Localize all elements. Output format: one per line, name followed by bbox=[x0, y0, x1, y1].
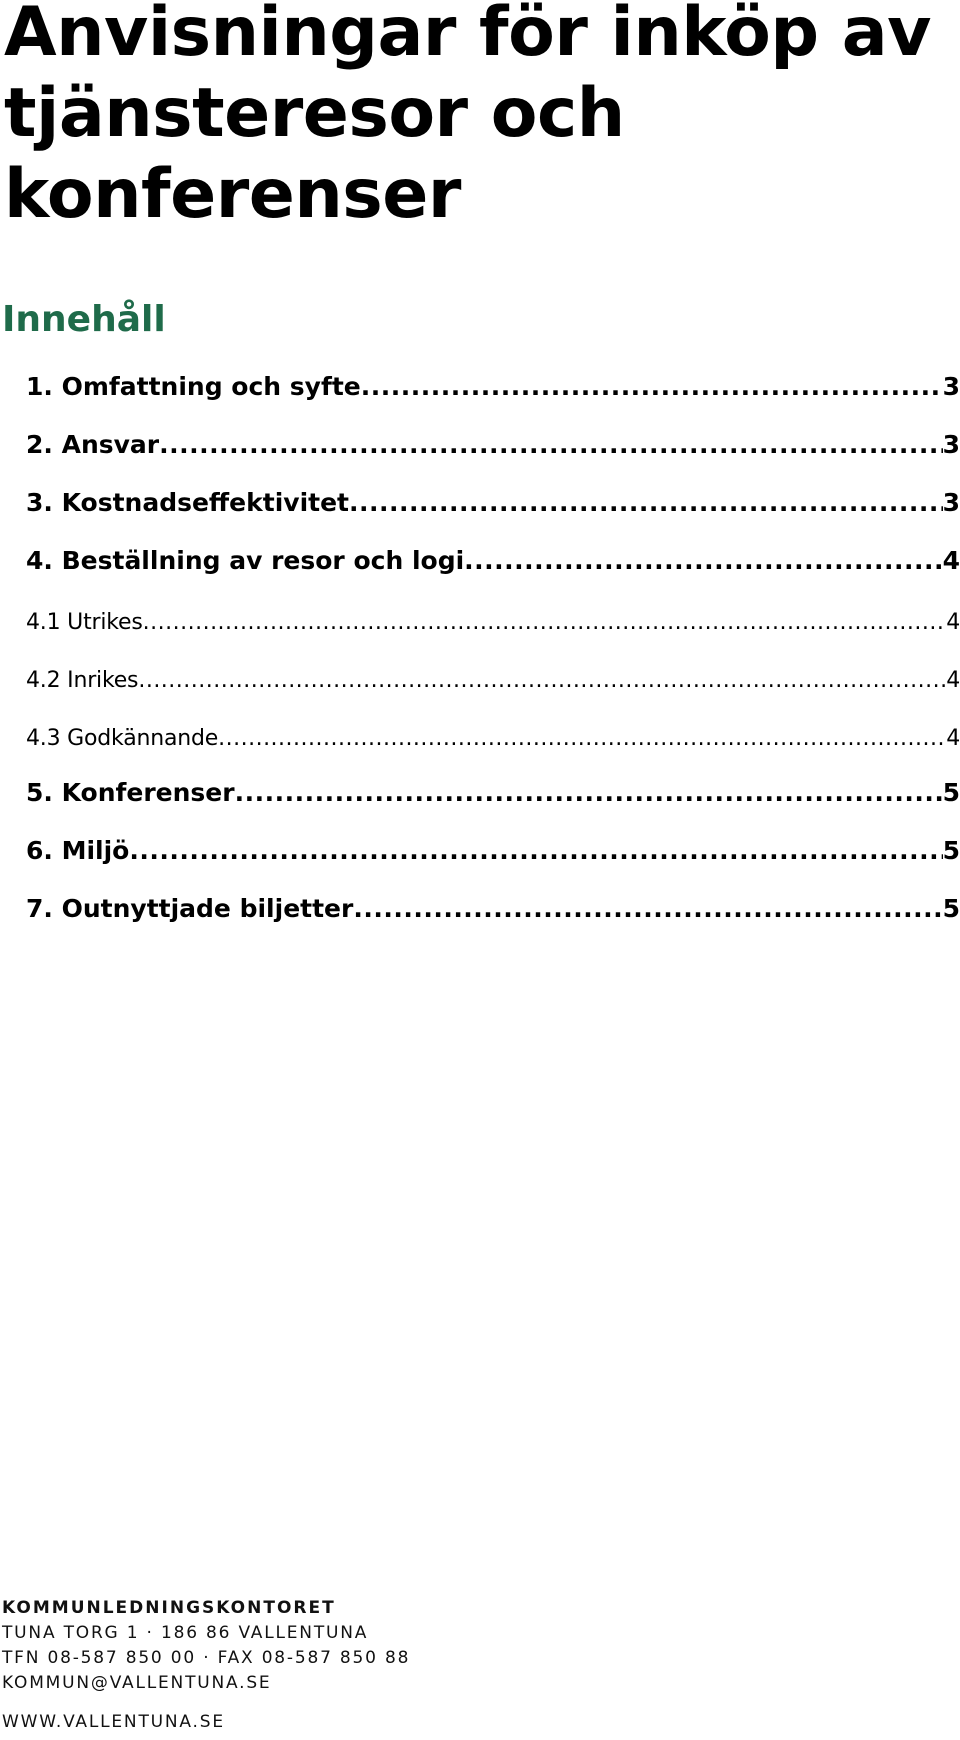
toc-entry-miljo[interactable] bbox=[26, 826, 960, 884]
footer-website: WWW.VALLENTUNA.SE bbox=[2, 1712, 225, 1732]
toc-entry-label: 1. Omfattning och syfte bbox=[26, 372, 361, 401]
toc-entry-label: 4. Beställning av resor och logi bbox=[26, 546, 465, 575]
toc-page-number: 5 bbox=[942, 778, 960, 807]
toc-entry-label: 4.1 Utrikes bbox=[26, 610, 143, 635]
toc-dot-leader bbox=[353, 894, 942, 924]
toc-entry-label: 2. Ansvar bbox=[26, 430, 160, 459]
toc-page-number: 4 bbox=[946, 610, 960, 635]
toc-dot-leader bbox=[235, 778, 943, 808]
toc-page-number: 4 bbox=[942, 546, 960, 575]
toc-dot-leader bbox=[138, 666, 946, 696]
footer-address: TUNA TORG 1 · 186 86 VALLENTUNA bbox=[2, 1623, 369, 1643]
toc-entry-inrikes[interactable] bbox=[26, 652, 960, 710]
toc-entry-bestallning[interactable] bbox=[26, 536, 960, 594]
toc-dot-leader bbox=[159, 430, 942, 460]
toc-entry-konferenser[interactable] bbox=[26, 768, 960, 826]
table-of-contents bbox=[26, 362, 960, 942]
document-title: Anvisningar för inköp av tjänsteresor och konferenser bbox=[4, 0, 931, 234]
toc-page-number: 4 bbox=[946, 668, 960, 693]
toc-entry-label: 6. Miljö bbox=[26, 836, 130, 865]
toc-entry-utrikes[interactable] bbox=[26, 594, 960, 652]
toc-dot-leader bbox=[218, 724, 946, 754]
toc-page-number: 5 bbox=[942, 836, 960, 865]
toc-page-number: 4 bbox=[946, 726, 960, 751]
footer-email: KOMMUN@VALLENTUNA.SE bbox=[2, 1673, 272, 1693]
toc-page-number: 5 bbox=[942, 894, 960, 923]
toc-entry-label: 3. Kostnadseffektivitet bbox=[26, 488, 350, 517]
footer-organization: KOMMUNLEDNINGSKONTORET bbox=[2, 1598, 336, 1618]
page-footer bbox=[2, 1596, 952, 1735]
toc-page-number: 3 bbox=[942, 372, 960, 401]
toc-entry-label: 5. Konferenser bbox=[26, 778, 235, 807]
toc-dot-leader bbox=[361, 372, 943, 402]
toc-entry-ansvar[interactable] bbox=[26, 420, 960, 478]
toc-entry-label: 4.3 Godkännande bbox=[26, 726, 219, 751]
toc-entry-godkannande[interactable] bbox=[26, 710, 960, 768]
toc-dot-leader bbox=[464, 546, 942, 576]
toc-entry-kostnadseffektivitet[interactable] bbox=[26, 478, 960, 536]
toc-entry-label: 4.2 Inrikes bbox=[26, 668, 139, 693]
toc-entry-outnyttjade-biljetter[interactable] bbox=[26, 884, 960, 942]
toc-page-number: 3 bbox=[942, 488, 960, 517]
toc-dot-leader bbox=[129, 836, 942, 866]
toc-dot-leader bbox=[143, 608, 947, 638]
toc-heading: Innehåll bbox=[2, 299, 166, 340]
toc-dot-leader bbox=[349, 488, 943, 518]
footer-phone-fax: TFN 08-587 850 00 · FAX 08-587 850 88 bbox=[2, 1648, 411, 1668]
toc-page-number: 3 bbox=[942, 430, 960, 459]
toc-entry-label: 7. Outnyttjade biljetter bbox=[26, 894, 354, 923]
toc-entry-omfattning[interactable] bbox=[26, 362, 960, 420]
